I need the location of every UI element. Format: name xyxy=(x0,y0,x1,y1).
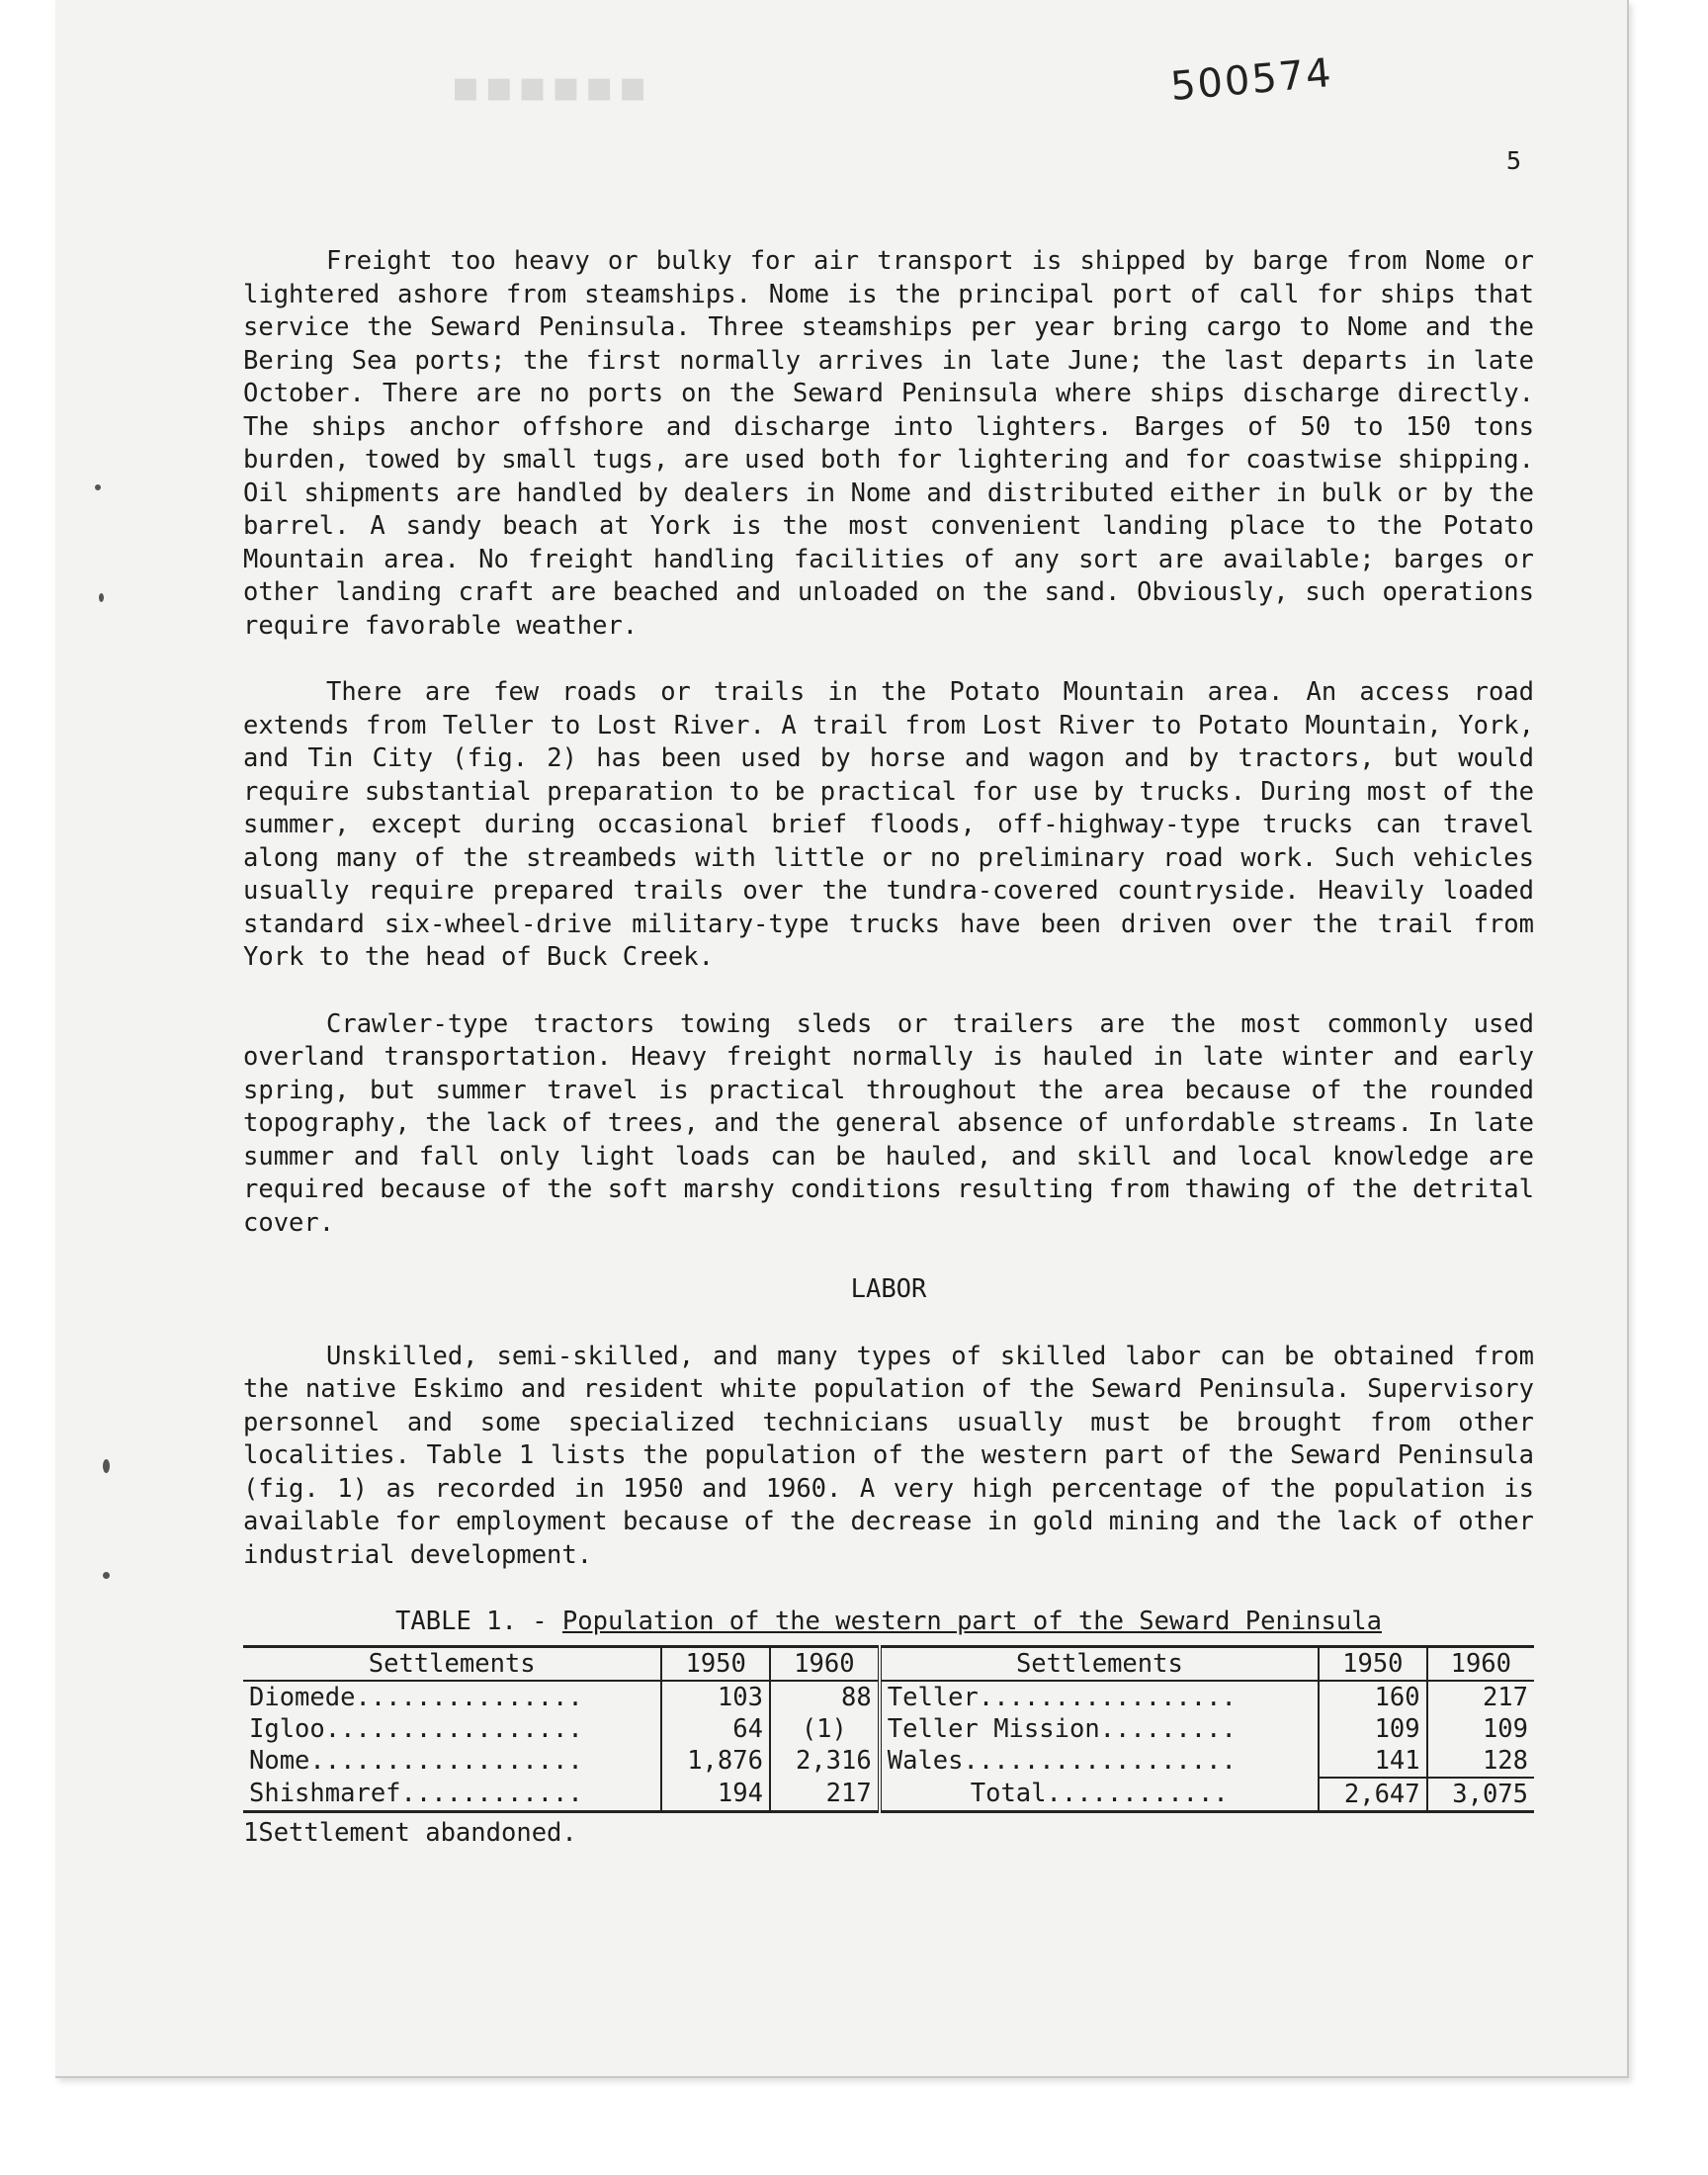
document-body xyxy=(243,245,1534,1850)
table-cell: 109 xyxy=(1319,1713,1427,1745)
table-cell: 88 xyxy=(770,1681,880,1713)
table-total-label: Total............ xyxy=(880,1778,1319,1812)
document-stamp-number: 500574 xyxy=(1168,49,1335,111)
table-cell: 217 xyxy=(1427,1681,1534,1713)
paragraph-tractors: Crawler-type tractors towing sleds or trailers are the most commonly used overland transportation. Heavy freight normally is hauled in late winter and early spring, but summer travel is practical throughout the area because of the rounded topography, the lack of trees, and the general absence of unfordable streams. In late summer and fall only light loads can be hauled, and skill and local knowledge are required because of the soft marshy conditions resulting from thawing of the detrital cover. xyxy=(243,1008,1534,1238)
paragraph-roads: There are few roads or trails in the Potato Mountain area. An access road extends from Teller to Lost River. A trail from Lost River to Potato Mountain, York, and Tin City (fig. 2) has been used by horse and wagon and by tractors, but would require substantial preparation to be practical for use by trucks. During most of the summer, except during occasional brief floods, off-highway-type trucks can travel along many of the streambeds with little or no preliminary road work. Such vehicles usually require prepared trails over the tundra-covered countryside. Heavily loaded standard six-wheel-drive military-type trucks have been driven over the trail from York to the head of Buck Creek. xyxy=(243,677,1534,972)
scan-speck xyxy=(103,1459,110,1473)
table-caption: Population of the western part of the Seward Peninsula xyxy=(561,1607,1382,1636)
table-row xyxy=(243,1778,1534,1812)
col-header-settlements-2: Settlements xyxy=(880,1646,1319,1681)
table-cell: Teller Mission......... xyxy=(880,1713,1319,1745)
table-header-row xyxy=(243,1646,1534,1681)
table-cell: Teller................. xyxy=(880,1681,1319,1713)
table-footnote: 1Settlement abandoned. xyxy=(243,1817,577,1848)
table-cell: 141 xyxy=(1319,1745,1427,1778)
scan-speck xyxy=(103,1572,110,1579)
paragraph-labor: Unskilled, semi-skilled, and many types of skilled labor can be obtained from the native Eskimo and resident white population of the Seward Peninsula. Supervisory personnel and some specialized technicians usually must be brought from other localities. Table 1 lists the population of the western part of the Seward Peninsula (fig. 1) as recorded in 1950 and 1960. A very high percentage of the population is available for employment because of the decrease in gold mining and the lack of other industrial development. xyxy=(243,1341,1534,1570)
faded-stamp: ▪▪▪▪▪▪ xyxy=(451,61,651,112)
table-cell: 194 xyxy=(661,1778,770,1812)
table-cell: 160 xyxy=(1319,1681,1427,1713)
table-cell: 217 xyxy=(770,1778,880,1812)
page-number: 5 xyxy=(1506,146,1522,175)
table-total-1960: 3,075 xyxy=(1427,1778,1534,1812)
paragraph-freight: Freight too heavy or bulky for air transport is shipped by barge from Nome or lightered ashore from steamships. Nome is the principal port of call for ships that service the Seward Peninsula. Three steamships per year bring cargo to Nome and the Bering Sea ports; the first normally arrives in late June; the last departs in late October. There are no ports on the Seward Peninsula where ships discharge directly. The ships anchor offshore and discharge into lighters. Barges of 50 to 150 tons burden, towed by small tugs, are used both for lightering and for coastwise shipping. Oil shipments are handled by dealers in Nome and distributed either in bulk or by the barrel. A sandy beach at York is the most convenient landing place to the Potato Mountain area. No freight handling facilities of any sort are available; barges or other landing craft are beached and unloaded on the sand. Obviously, such operations require favorable weather. xyxy=(243,246,1534,641)
table-cell: Wales.................. xyxy=(880,1745,1319,1778)
col-header-1960: 1960 xyxy=(770,1646,880,1681)
col-header-settlements: Settlements xyxy=(243,1646,661,1681)
table-cell: Shishmaref............ xyxy=(249,1779,583,1808)
col-header-1950-2: 1950 xyxy=(1319,1646,1427,1681)
table-cell: 128 xyxy=(1427,1745,1534,1778)
table-row xyxy=(243,1713,1534,1745)
table-cell: Diomede............... xyxy=(249,1682,583,1712)
table-row xyxy=(243,1745,1534,1778)
table-cell: 109 xyxy=(1427,1713,1534,1745)
table-label: TABLE 1. - xyxy=(395,1607,548,1636)
population-table xyxy=(243,1645,1534,1813)
table-cell: 2,316 xyxy=(770,1745,880,1778)
table-cell: 103 xyxy=(661,1681,770,1713)
scan-speck xyxy=(95,484,101,490)
table-cell: (1) xyxy=(770,1713,880,1745)
col-header-1950: 1950 xyxy=(661,1646,770,1681)
table-cell: Nome.................. xyxy=(249,1746,583,1776)
table-row xyxy=(243,1681,1534,1713)
scan-speck xyxy=(99,593,104,602)
table-total-1950: 2,647 xyxy=(1319,1778,1427,1812)
table-title xyxy=(243,1606,1534,1639)
table-cell: Igloo................. xyxy=(249,1713,583,1744)
col-header-1960-2: 1960 xyxy=(1427,1646,1534,1681)
table-cell: 64 xyxy=(661,1713,770,1745)
section-heading-labor: LABOR xyxy=(850,1274,927,1304)
table-cell: 1,876 xyxy=(661,1745,770,1778)
